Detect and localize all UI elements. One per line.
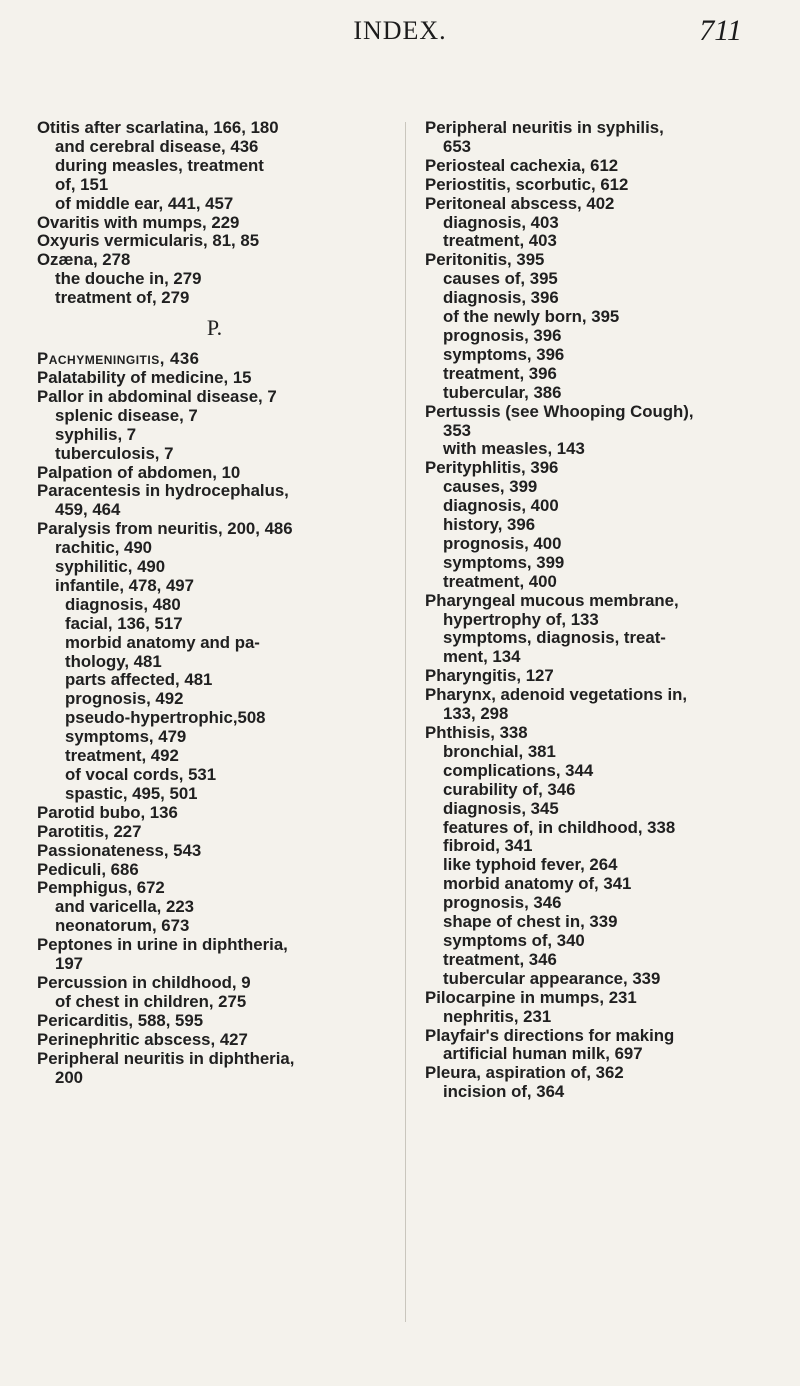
index-subentry: nephritis, 231	[443, 1006, 552, 1026]
section-letter: P.	[206, 315, 223, 341]
index-subentry: neonatorum, 673	[55, 916, 190, 936]
index-entry: Parotitis, 227	[37, 821, 142, 841]
index-subentry: diagnosis, 345	[443, 798, 559, 818]
index-subentry: morbid anatomy and pa-	[65, 632, 260, 652]
index-subentry: of vocal cords, 531	[65, 765, 217, 784]
index-entry: Pertussis (see Whooping Cough),	[425, 401, 694, 421]
index-entry: Pharyngitis, 127	[425, 666, 554, 686]
index-subentry: 459, 464	[55, 500, 121, 520]
index-entry: Palatability of medicine, 15	[37, 367, 252, 387]
index-subentry: and varicella, 223	[55, 897, 195, 917]
index-entry: Periosteal cachexia, 612	[425, 155, 619, 175]
index-entry: Phthisis, 338	[425, 723, 528, 742]
index-subentry: of, 151	[55, 174, 109, 194]
index-subentry: curability of, 346	[443, 779, 576, 799]
index-entry: Palpation of abdomen, 10	[37, 462, 241, 482]
index-subentry: prognosis, 400	[443, 533, 562, 553]
index-subentry: diagnosis, 480	[65, 594, 181, 614]
index-entry: Passionateness, 543	[37, 840, 202, 860]
index-entry: Paracentesis in hydrocephalus,	[37, 481, 289, 501]
index-subentry: treatment, 396	[443, 363, 557, 383]
index-entry: Playfair's directions for making	[425, 1025, 675, 1045]
index-entry: Periostitis, scorbutic, 612	[425, 174, 629, 194]
index-subentry: spastic, 495, 501	[65, 783, 198, 803]
index-subentry: parts affected, 481	[65, 670, 213, 690]
index-subentry: infantile, 478, 497	[55, 575, 194, 595]
index-subentry: the douche in, 279	[55, 269, 202, 289]
page-number: 711	[699, 14, 742, 47]
index-subentry: shape of chest in, 339	[443, 912, 618, 932]
index-subentry: tubercular appearance, 339	[443, 968, 661, 988]
index-entry: Pachymeningitis, 436	[37, 349, 200, 369]
index-subentry: 353	[443, 420, 471, 440]
index-subentry: pseudo-hypertrophic,508	[65, 708, 266, 728]
index-subentry: symptoms, 399	[443, 552, 565, 572]
index-subentry: 200	[55, 1067, 83, 1087]
index-subentry: of the newly born, 395	[443, 307, 620, 327]
index-subentry: 653	[443, 136, 471, 156]
index-subentry: like typhoid fever, 264	[443, 855, 618, 875]
column-divider	[405, 122, 406, 1322]
index-entry: Oxyuris vermicularis, 81, 85	[37, 231, 260, 251]
index-subentry: diagnosis, 396	[443, 288, 559, 308]
index-subentry: treatment, 492	[65, 746, 179, 766]
index-subentry: morbid anatomy of, 341	[443, 874, 632, 894]
index-column-left	[37, 119, 392, 1087]
index-entry: Pilocarpine in mumps, 231	[425, 987, 637, 1007]
index-entry: Parotid bubo, 136	[37, 802, 178, 822]
index-subentry: diagnosis, 400	[443, 496, 559, 516]
index-subentry: rachitic, 490	[55, 538, 153, 558]
index-subentry: prognosis, 396	[443, 325, 562, 345]
index-subentry: with measles, 143	[443, 439, 585, 459]
page-header	[0, 6, 800, 66]
index-subentry: prognosis, 492	[65, 689, 184, 709]
index-subentry: ment, 134	[443, 647, 521, 667]
index-subentry: splenic disease, 7	[55, 405, 198, 425]
index-subentry: treatment, 346	[443, 949, 557, 969]
index-entry: Perinephritic abscess, 427	[37, 1029, 248, 1049]
index-entry: Ozæna, 278	[37, 250, 131, 270]
index-entry: Pharyngeal mucous membrane,	[425, 590, 679, 610]
index-entry: Peritonitis, 395	[425, 250, 545, 270]
index-subentry: hypertrophy of, 133	[443, 609, 599, 629]
index-entry: Peripheral neuritis in diphtheria,	[37, 1048, 295, 1068]
index-subentry: syphilis, 7	[55, 424, 137, 444]
index-subentry: treatment, 403	[443, 231, 557, 251]
index-subentry: treatment, 400	[443, 571, 557, 591]
index-subentry: during measles, treatment	[55, 155, 264, 175]
page-title: INDEX.	[353, 16, 447, 45]
index-entry: Pleura, aspiration of, 362	[425, 1063, 624, 1083]
index-entry: Pediculi, 686	[37, 859, 139, 879]
index-subentry: tuberculosis, 7	[55, 443, 174, 463]
index-subentry: of middle ear, 441, 457	[55, 193, 234, 213]
index-subentry: bronchial, 381	[443, 741, 556, 761]
index-subentry: of chest in children, 275	[55, 991, 247, 1011]
index-subentry: incision of, 364	[443, 1082, 565, 1102]
index-entry: Peptones in urine in diphtheria,	[37, 935, 288, 955]
index-subentry: diagnosis, 403	[443, 212, 559, 232]
index-column-right	[425, 119, 787, 1102]
index-subentry: history, 396	[443, 515, 536, 535]
index-subentry: thology, 481	[65, 651, 162, 671]
index-entry: Pemphigus, 672	[37, 878, 165, 898]
index-subentry: and cerebral disease, 436	[55, 136, 259, 156]
index-subentry: treatment of, 279	[55, 288, 190, 308]
index-subentry: 133, 298	[443, 704, 509, 724]
index-subentry: tubercular, 386	[443, 382, 562, 402]
index-subentry: symptoms, diagnosis, treat-	[443, 628, 666, 648]
index-subentry: causes of, 395	[443, 269, 558, 289]
index-subentry: artificial human milk, 697	[443, 1044, 643, 1064]
index-subentry: features of, in childhood, 338	[443, 817, 676, 837]
index-entry: Percussion in childhood, 9	[37, 972, 251, 992]
index-subentry: facial, 136, 517	[65, 613, 183, 633]
index-entry: Paralysis from neuritis, 200, 486	[37, 519, 293, 539]
index-subentry: complications, 344	[443, 760, 594, 780]
index-entry: Pallor in abdominal disease, 7	[37, 386, 277, 406]
index-entry: Peripheral neuritis in syphilis,	[425, 118, 664, 137]
index-entry: Ovaritis with mumps, 229	[37, 212, 240, 232]
index-entry: Pericarditis, 588, 595	[37, 1010, 204, 1030]
index-subentry: prognosis, 346	[443, 893, 562, 913]
index-subentry: syphilitic, 490	[55, 557, 166, 577]
index-subentry: causes, 399	[443, 477, 538, 497]
index-entry: Pharynx, adenoid vegetations in,	[425, 685, 688, 705]
index-subentry: symptoms, 396	[443, 344, 565, 364]
index-subentry: symptoms, 479	[65, 727, 187, 747]
index-subentry: 197	[55, 954, 83, 974]
index-entry: Otitis after scarlatina, 166, 180	[37, 118, 279, 137]
index-entry: Peritoneal abscess, 402	[425, 193, 615, 213]
index-subentry: symptoms of, 340	[443, 930, 585, 950]
index-subentry: fibroid, 341	[443, 836, 533, 856]
index-entry: Perityphlitis, 396	[425, 458, 559, 478]
